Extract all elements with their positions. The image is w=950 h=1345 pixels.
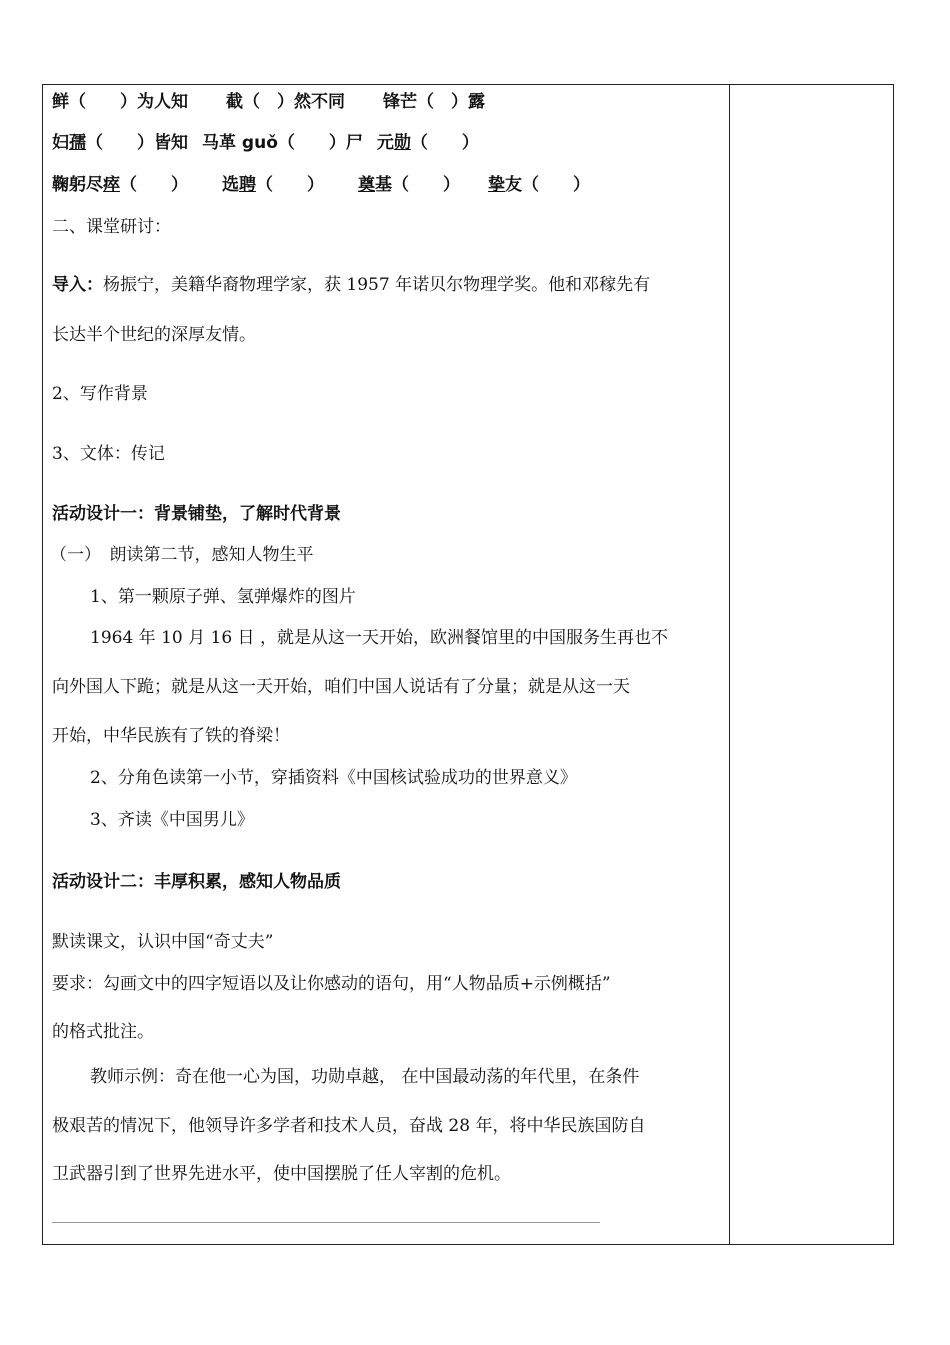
- vocab-item-blank: （ ）: [522, 175, 590, 195]
- vocab-item: 鲜（ ）为人知: [52, 92, 188, 112]
- activity-1-item: 3、齐读《中国男儿》: [90, 810, 254, 830]
- intro-label: 导入：: [52, 275, 103, 295]
- vocab-item-blank: （ ）: [120, 175, 188, 195]
- list-item: 2、写作背景: [52, 384, 148, 404]
- vocab-item-underlined: 挚: [488, 175, 505, 195]
- vocab-item-underlined: 孺: [69, 133, 86, 153]
- vocab-item-char: 鞠躬尽: [52, 175, 103, 195]
- vocab-item-blank: （ ）: [410, 133, 479, 153]
- vocab-item-blank: （ ）: [256, 175, 324, 195]
- vocab-item-char: 友: [505, 175, 522, 195]
- vocab-item-char: 选: [222, 175, 239, 195]
- vocab-item: 马革 guǒ（ ）尸: [202, 133, 363, 153]
- activity-2-example-line: 教师示例：奇在他一心为国，功勋卓越， 在中国最动荡的年代里，在条件: [90, 1067, 640, 1087]
- vocab-item-blank: （ ）: [392, 175, 460, 195]
- vocab-item: 截（ ）然不同: [226, 92, 345, 112]
- activity-1-item: 2、分角色读第一小节，穿插资料《中国核试验成功的世界意义》: [90, 768, 577, 788]
- activity-2-paragraph-line: 的格式批注。: [52, 1022, 154, 1042]
- vocab-row-2: [52, 131, 479, 155]
- section-heading: 二、课堂研讨：: [52, 217, 171, 237]
- vocab-item: 锋芒（ ）露: [383, 92, 485, 112]
- vocab-item-char: 基: [375, 175, 392, 195]
- activity-1-paragraph-line: 向外国人下跪；就是从这一天开始，咱们中国人说话有了分量；就是从这一天: [52, 677, 630, 697]
- intro-paragraph-line-1: [52, 273, 650, 297]
- activity-2-example-line: 卫武器引到了世界先进水平，使中国摆脱了任人宰割的危机。: [52, 1164, 511, 1184]
- table-column-divider: [729, 84, 730, 1245]
- activity-1-item: 1、第一颗原子弹、氢弹爆炸的图片: [90, 587, 356, 607]
- vocab-item-underlined: 奠: [358, 175, 375, 195]
- activity-1-title: 活动设计一：背景铺垫，了解时代背景: [52, 504, 341, 524]
- writing-line: [52, 1222, 600, 1223]
- intro-text: 杨振宁，美籍华裔物理学家，获 1957 年诺贝尔物理学奖。他和邓稼先有: [103, 275, 651, 295]
- intro-paragraph-line-2: 长达半个世纪的深厚友情。: [52, 325, 256, 345]
- vocab-item-underlined: 聘: [239, 175, 256, 195]
- vocab-item-char: 妇: [52, 133, 69, 153]
- vocab-item-char: 元: [376, 133, 394, 153]
- vocab-item-underlined: 瘁: [103, 175, 120, 195]
- vocab-row-3: [52, 173, 590, 197]
- vocab-item-blank: （ ）皆知: [86, 133, 188, 153]
- activity-1-paragraph-line: 1964 年 10 月 16 日 ，就是从这一天开始，欧洲餐馆里的中国服务生再也不: [90, 628, 668, 648]
- vocab-row-1: [52, 90, 485, 114]
- activity-1-paragraph-line: 开始，中华民族有了铁的脊梁！: [52, 726, 290, 746]
- activity-2-title: 活动设计二：丰厚积累，感知人物品质: [52, 872, 341, 892]
- activity-2-paragraph: 默读课文，认识中国“奇丈夫”: [52, 932, 274, 952]
- activity-2-example-line: 极艰苦的情况下，他领导许多学者和技术人员，奋战 28 年，将中华民族国防自: [52, 1116, 646, 1136]
- vocab-item-underlined: 勋: [393, 133, 411, 153]
- activity-1-subheading: （一） 朗读第二节，感知人物生平: [50, 545, 314, 565]
- list-item: 3、文体：传记: [52, 444, 165, 464]
- activity-2-paragraph-line: 要求：勾画文中的四字短语以及让你感动的语句，用“人物品质+示例概括”: [52, 974, 611, 994]
